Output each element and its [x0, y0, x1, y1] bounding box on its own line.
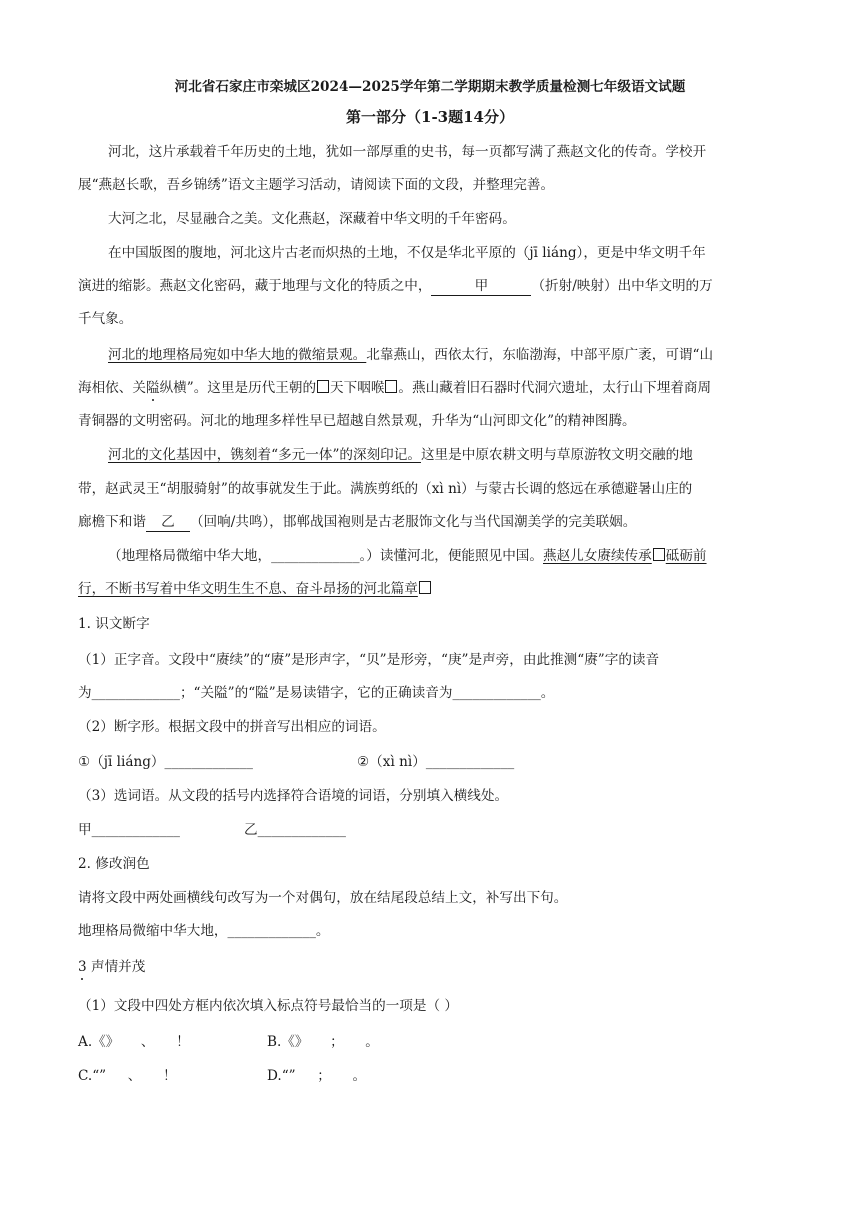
punctuation-box-1: [317, 380, 329, 393]
text-segment: 为: [78, 685, 92, 701]
paragraph-2-line-3: 千气象。: [78, 311, 133, 327]
paragraph-1: 大河之北，尽显融合之美。文化燕赵，深藏着中华文明的千年密码。: [108, 211, 516, 227]
answer-blank[interactable]: _____________: [425, 754, 515, 770]
answer-blank: _____________: [271, 548, 360, 564]
punctuation-box-4: [419, 581, 431, 594]
answer-blank[interactable]: _____________: [164, 754, 253, 770]
label-jia: 甲: [78, 822, 92, 838]
answer-blank[interactable]: _____________: [257, 822, 346, 838]
option-b[interactable]: B.《》 ； 。: [267, 1034, 379, 1050]
text-segment: 。）读懂河北，便能照见中国。: [359, 548, 543, 564]
question-1-2-answer-2: [357, 753, 657, 771]
question-2-text: 请将文段中两处画横线句改写为一个对偶句，放在结尾段总结上文，补写出下句。: [78, 890, 568, 906]
text-segment: 地理格局微缩中华大地，: [78, 923, 228, 939]
text-segment: （地理格局微缩中华大地，: [108, 548, 272, 564]
paragraph-5-line-1: [108, 547, 788, 565]
answer-blank[interactable]: _____________: [91, 822, 180, 838]
text-segment: 演进的缩影。燕赵文化密码，藏于地理与文化的特质之中，: [78, 278, 432, 294]
intro-line-2: 展“燕赵长歌，吾乡锦绣”语文主题学习活动，请阅读下面的文段，并整理完善。: [78, 177, 555, 193]
dotted-char: 隘: [145, 380, 160, 396]
paragraph-2-line-2: [78, 277, 788, 296]
paragraph-2-line-1: 在中国版图的腹地，河北这片古老而炽热的土地，不仅是华北平原的（jī liáng），更是中华文明千年: [108, 245, 706, 261]
question-1-1-text: （1）正字音。文段中“赓续”的“赓”是形声字，“贝”是形旁，“庚”是声旁，由此推测“赓”字的读音: [78, 652, 660, 668]
answer-yi: [244, 821, 444, 839]
text-segment: （回响/共鸣），邯郸战国袍则是古老服饰文化与当代国潮美学的完美联姻。: [189, 514, 637, 530]
label-yi: 乙: [244, 822, 258, 838]
paragraph-3-line-3: 青铜器的文明密码。河北的地理多样性早已超越自然景观，升华为“山河即文化”的精神图腾。: [78, 413, 636, 429]
paragraph-3-line-2: [78, 379, 788, 397]
answer-blank[interactable]: _____________: [91, 685, 180, 701]
underlined-sentence-1: 河北的地理格局宛如中华大地的微缩景观。: [108, 347, 367, 363]
underlined-text: 行，不断书写着中华文明生生不息、奋斗昂扬的河北篇章: [78, 581, 418, 597]
question-1-3-text: （3）选词语。从文段的括号内选择符合语境的词语，分别填入横线处。: [78, 788, 509, 804]
text-segment: ；“关隘”的“隘”是易读错字，它的正确读音为: [179, 685, 453, 701]
text-segment: 北靠燕山，西依太行，东临渤海，中部平原广袤，可谓“山: [366, 347, 714, 363]
paragraph-4-line-2: 带，赵武灵王“胡服骑射”的故事就发生于此。满族剪纸的（xì nì）与蒙古长调的悠远在承德避暑山庄的: [78, 481, 693, 497]
paragraph-4-line-3: [78, 513, 788, 532]
text-segment: 天下咽喉: [330, 380, 385, 396]
question-1-2-text: （2）断字形。根据文段中的拼音写出相应的词语。: [78, 719, 386, 735]
answer-blank[interactable]: _____________: [227, 923, 316, 939]
question-2-title: 2. 修改润色: [78, 856, 150, 872]
punctuation-box-2: [385, 380, 397, 393]
question-2-answer-line: [78, 922, 788, 940]
underlined-text: 砥砺前: [665, 548, 707, 564]
paragraph-4-line-1: [108, 446, 788, 464]
underlined-text: 燕赵儿女赓续传承: [543, 548, 652, 564]
question-1-1-line-2: [78, 684, 788, 702]
option-1-label: ①（jī liáng）: [78, 754, 165, 770]
paragraph-3-line-1: [108, 346, 788, 364]
text-segment: （折射/映射）出中华文明的万: [531, 278, 713, 294]
option-d[interactable]: D.“” ； 。: [267, 1068, 367, 1084]
text-segment: 。: [315, 923, 330, 939]
text-segment: 海相依、关: [78, 380, 146, 396]
question-1-title: 1. 识文断字: [78, 616, 150, 632]
exam-title: 河北省石家庄市栾城区2024—2025学年第二学期期末教学质量检测七年级语文试题: [174, 79, 686, 95]
underlined-sentence-2: 河北的文化基因中，镌刻着“多元一体”的深刻印记。: [108, 447, 421, 463]
text-segment: 。燕山藏着旧石器时代洞穴遗址，太行山下埋着商周: [398, 380, 712, 396]
blank-jia: 甲: [431, 277, 531, 296]
intro-line-1: 河北，这片承载着千年历史的土地，犹如一部厚重的史书，每一页都写满了燕赵文化的传奇。学校开: [108, 144, 707, 160]
blank-yi: 乙: [146, 513, 190, 532]
text-segment: 纵横”。这里是历代王朝的: [159, 380, 317, 396]
text-segment: 这里是中原农耕文明与草原游牧文明交融的地: [420, 447, 693, 463]
option-2-label: ②（xì nì）: [357, 754, 426, 770]
answer-blank[interactable]: _____________: [452, 685, 541, 701]
paragraph-5-line-2: [78, 580, 788, 598]
part-heading: 第一部分（1-3题14分）: [346, 108, 514, 126]
question-number: 3: [78, 959, 87, 975]
punctuation-box-3: [653, 548, 665, 561]
question-3-title: [78, 958, 788, 976]
option-a[interactable]: A.《》 、 ！: [78, 1034, 190, 1050]
question-title-text: 声情并茂: [90, 959, 146, 975]
text-segment: 廊檐下和谐: [78, 514, 146, 530]
question-3-1-text: （1）文段中四处方框内依次填入标点符号最恰当的一项是（ ）: [78, 998, 458, 1014]
option-c[interactable]: C.“” 、 ！: [78, 1068, 177, 1084]
text-segment: 。: [540, 685, 555, 701]
